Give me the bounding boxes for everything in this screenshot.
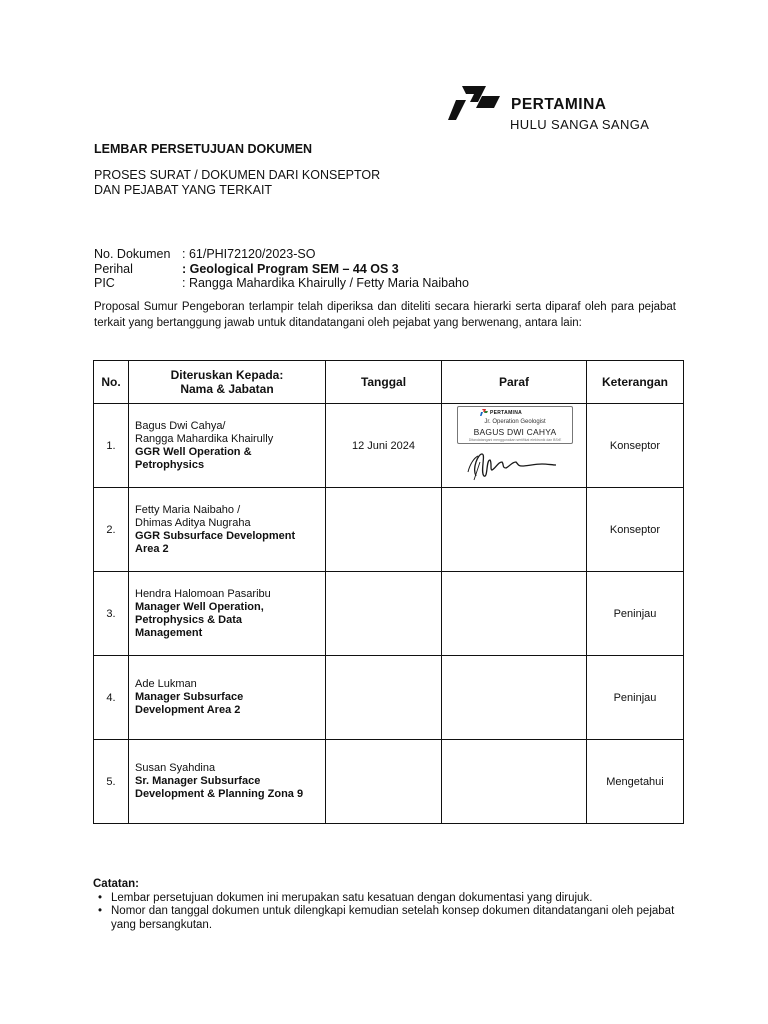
row-name-title xyxy=(129,740,326,824)
document-meta xyxy=(94,247,469,291)
stamp-role: Jr. Operation Geologist xyxy=(484,419,546,425)
position-title: Manager Subsurface xyxy=(135,691,244,703)
position-title: Sr. Manager Subsurface xyxy=(135,775,261,787)
pertamina-logo-icon xyxy=(448,84,508,124)
bullet-icon: • xyxy=(98,891,103,904)
logo-subtitle: HULU SANGA SANGA xyxy=(510,117,650,132)
position-title: Development Area 2 xyxy=(135,704,241,716)
note-text: Nomor dan tanggal dokumen untuk dilengkapi kemudian setelah konsep dokumen ditandatangani oleh pejabat yang bersangkutan. xyxy=(111,905,675,931)
row-name-title xyxy=(129,572,326,656)
meta-label: PIC xyxy=(94,276,115,290)
position-title: Petrophysics & Data xyxy=(135,613,242,626)
meta-row-perihal xyxy=(94,262,469,277)
meta-label: No. Dokumen xyxy=(94,247,171,261)
row-paraf xyxy=(442,488,587,572)
row-no: 1. xyxy=(94,404,129,488)
position-title: GGR Subsurface Development xyxy=(135,529,296,542)
intro-paragraph: Proposal Sumur Pengeboran terlampir telah diperiksa dan diteliti secara hierarki serta diparaf oleh para pejabat terkait yang bertanggung jawab untuk ditandatangani oleh pejabat yang berwenang, antara lain: xyxy=(94,301,676,329)
person-name: Susan Syahdina xyxy=(135,762,216,774)
row-keterangan: Peninjau xyxy=(587,572,684,656)
row-name-title xyxy=(129,488,326,572)
table-row xyxy=(94,740,684,824)
table-row xyxy=(94,656,684,740)
meta-value: : Geological Program SEM – 44 OS 3 xyxy=(182,261,399,276)
position-title: Petrophysics xyxy=(135,458,205,471)
position-title: Manager Well Operation, xyxy=(135,600,264,613)
person-name: Rangga Mahardika Khairully xyxy=(135,432,274,445)
stamp-name: BAGUS DWI CAHYA xyxy=(473,427,557,437)
row-date xyxy=(326,656,442,740)
row-no: 5. xyxy=(94,740,129,824)
document-title: LEMBAR PERSETUJUAN DOKUMEN xyxy=(94,142,313,156)
row-paraf xyxy=(442,572,587,656)
row-date xyxy=(326,572,442,656)
table-row xyxy=(94,488,684,572)
position-title: Development & Planning Zona 9 xyxy=(135,788,304,800)
row-keterangan: Mengetahui xyxy=(587,740,684,824)
row-date xyxy=(326,488,442,572)
subtitle-line: PROSES SURAT / DOKUMEN DARI KONSEPTOR xyxy=(94,168,381,182)
person-name: Hendra Halomoan Pasaribu xyxy=(135,587,271,600)
row-name-title xyxy=(129,404,326,488)
logo-brand: PERTAMINA xyxy=(511,96,607,113)
row-date: 12 Juni 2024 xyxy=(326,404,442,488)
row-paraf xyxy=(442,404,587,488)
stamp-note: Ditandatangani menggunakan sertifikat elektronik dan BSrE xyxy=(468,438,562,442)
handwritten-signature xyxy=(462,446,562,482)
position-title: GGR Well Operation & xyxy=(135,445,252,458)
position-title: Area 2 xyxy=(135,542,169,555)
bullet-icon: • xyxy=(98,905,103,917)
row-no: 2. xyxy=(94,488,129,572)
meta-value: : Rangga Mahardika Khairully / Fetty Maria Naibaho xyxy=(182,276,469,290)
header-name-line: Diteruskan Kepada: xyxy=(170,368,284,382)
meta-label: Perihal xyxy=(94,261,133,276)
row-keterangan: Konseptor xyxy=(587,488,684,572)
row-name-title xyxy=(129,656,326,740)
header-name-line: Nama & Jabatan xyxy=(180,382,274,396)
table-header-row xyxy=(94,361,684,404)
meta-row-no xyxy=(94,247,469,262)
row-no: 3. xyxy=(94,572,129,656)
note-text: Lembar persetujuan dokumen ini merupakan satu kesatuan dengan dokumentasi yang dirujuk. xyxy=(111,891,593,904)
meta-row-pic xyxy=(94,276,469,291)
meta-value: : 61/PHI72120/2023-SO xyxy=(182,247,316,261)
header-keterangan: Keterangan xyxy=(587,361,684,404)
position-title: Management xyxy=(135,626,203,639)
row-paraf xyxy=(442,656,587,740)
notes-list xyxy=(93,892,683,933)
row-date xyxy=(326,740,442,824)
header-name xyxy=(129,361,326,404)
header-paraf: Paraf xyxy=(442,361,587,404)
stamp-brand: PERTAMINA xyxy=(490,410,523,416)
subtitle-line: DAN PEJABAT YANG TERKAIT xyxy=(94,183,273,197)
notes-title: Catatan: xyxy=(93,878,140,890)
pertamina-logo-icon xyxy=(480,409,489,416)
header-date: Tanggal xyxy=(326,361,442,404)
list-item xyxy=(93,905,683,932)
table-row xyxy=(94,404,684,488)
person-name: Fetty Maria Naibaho / xyxy=(135,503,241,516)
list-item xyxy=(93,892,683,906)
table-row xyxy=(94,572,684,656)
row-keterangan: Konseptor xyxy=(587,404,684,488)
person-name: Bagus Dwi Cahya/ xyxy=(135,419,226,432)
document-subtitle xyxy=(94,168,380,198)
approval-table xyxy=(93,360,684,824)
row-paraf xyxy=(442,740,587,824)
row-keterangan: Peninjau xyxy=(587,656,684,740)
person-name: Dhimas Aditya Nugraha xyxy=(135,516,251,529)
person-name: Ade Lukman xyxy=(135,678,197,690)
header-no: No. xyxy=(94,361,129,404)
row-no: 4. xyxy=(94,656,129,740)
notes-section xyxy=(93,878,683,932)
digital-signature-stamp xyxy=(457,406,573,444)
company-logo xyxy=(448,84,678,136)
